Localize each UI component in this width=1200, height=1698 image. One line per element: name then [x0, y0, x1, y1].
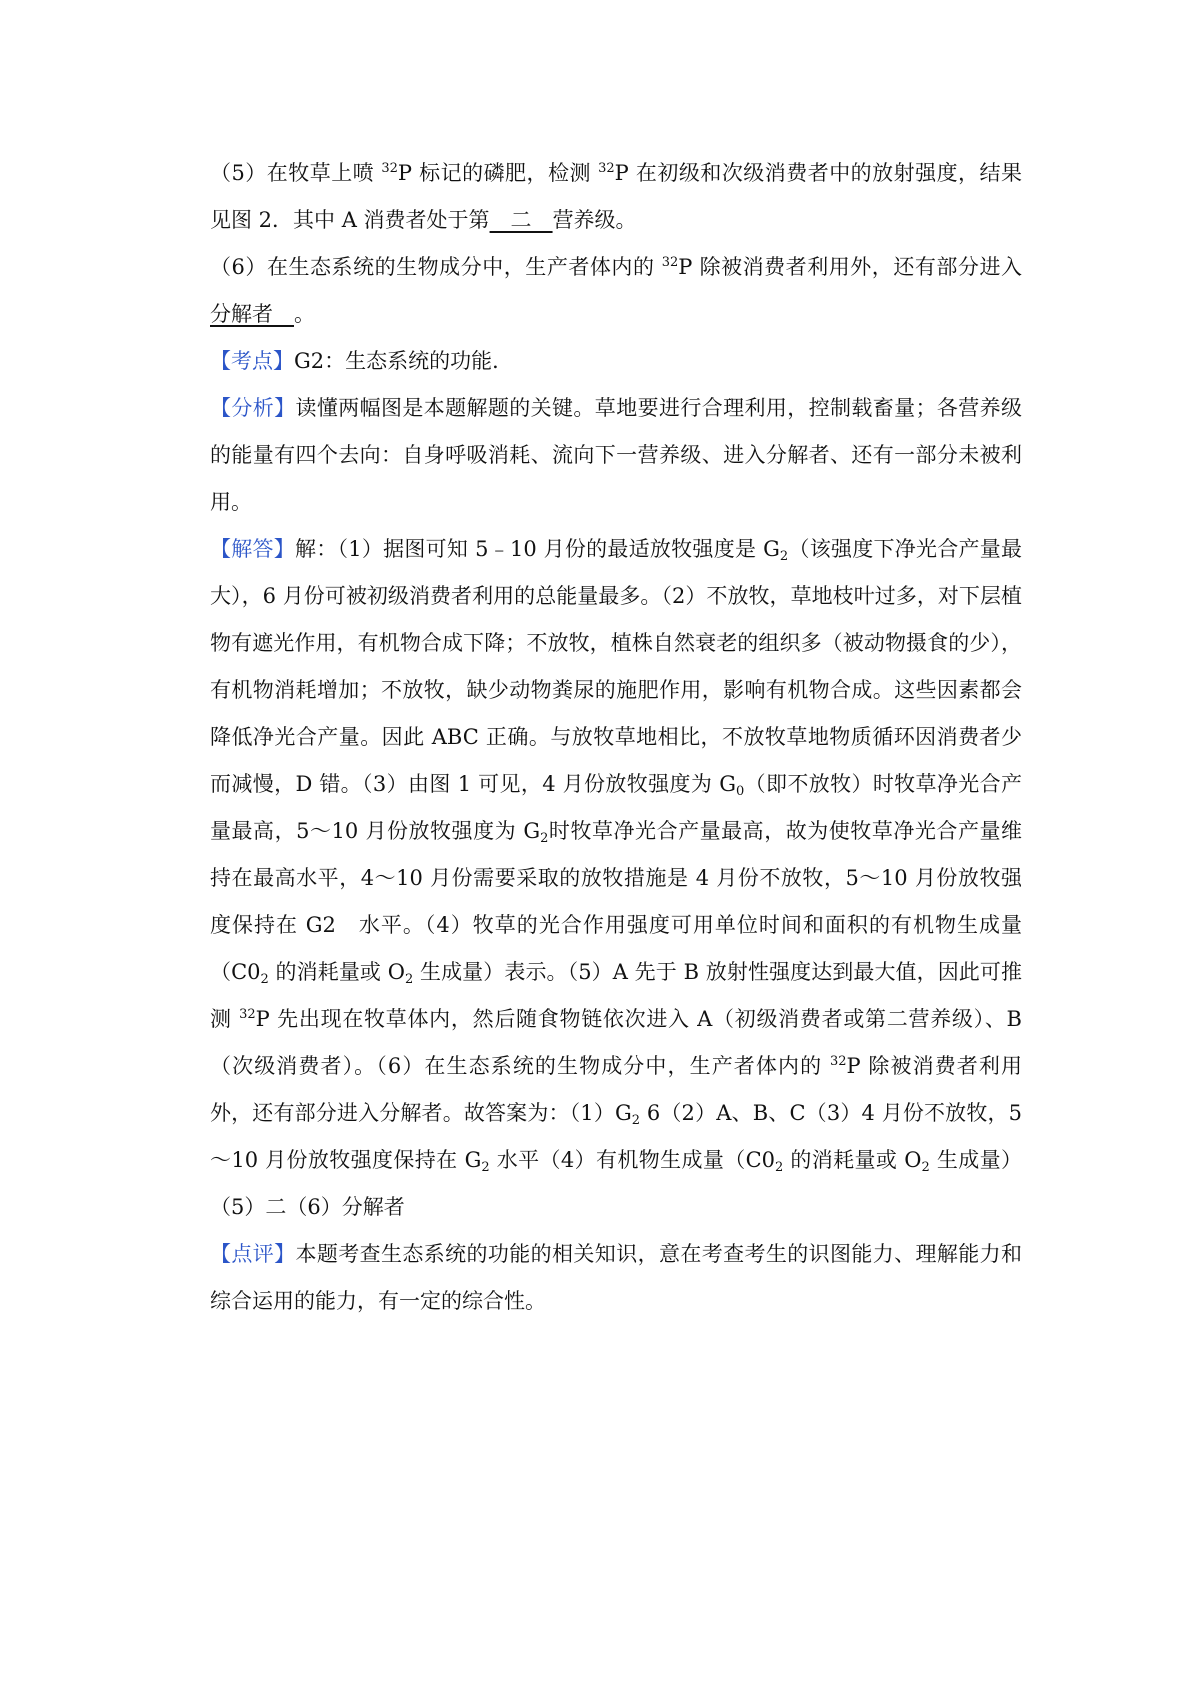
- q5-text-d: 营养级。: [552, 208, 637, 232]
- jieda-text-5: 的消耗量或 O: [268, 960, 405, 984]
- fenxi-text: 读懂两幅图是本题解题的关键。草地要进行合理利用，控制载畜量；各营养级的能量有四个去向：自身呼吸消耗、流向下一营养级、进入分解者、还有一部分未被利用。: [210, 396, 1022, 514]
- q5-text-c: P 在初级和次级消费者中的放射强度，结果见图 2．其中 A 消费者处于第: [210, 161, 1022, 232]
- q5-text-b: P 标记的磷肥，检测: [397, 161, 599, 185]
- jieda-subscript-1: 2: [779, 549, 789, 564]
- jieda-text-2: （该强度下净光合产量最大），6 月份可被初级消费者利用的总能量最多。（2）不放牧，草地枝叶过多，对下层植物有遮光作用，有机物合成下降；不放牧，植株自然衰老的组织多（被动物摄食的少），有机物消耗增加；不放牧，缺少动物粪尿的施肥作用，影响有机物合成。这些因素都会降低净光合产量。因此 ABC 正确。与放牧草地相比，不放牧草地物质循环因消费者少而减慢，D 错。（3）由图 1 可见，4 月份放牧强度为 G: [210, 537, 1023, 796]
- jieda-text-9: 6（2）A、B、C（3）4 月份不放牧，5～10 月份放牧强度保持在 G: [210, 1101, 1022, 1172]
- document-page: [210, 150, 1022, 1325]
- jieda-text-1: 解：（1）据图可知 5﹣10 月份的最适放牧强度是 G: [295, 537, 780, 561]
- jieda-text-7: P 先出现在牧草体内，然后随食物链依次进入 A（初级消费者或第二营养级）、B（次级消费者）。（6）在生态系统的生物成分中，生产者体内的: [210, 1007, 1022, 1078]
- q5-superscript-1: 32: [381, 161, 398, 176]
- jieda-text-11: 的消耗量或 O: [783, 1148, 922, 1172]
- kaodian-tag: 【考点】: [210, 349, 294, 373]
- jieda-text-8: P 除被消费者利用外，还有部分进入分解者。故答案为：（1）G: [210, 1054, 1022, 1125]
- jieda-tag: 【解答】: [210, 537, 296, 561]
- dianping-tag: 【点评】: [210, 1242, 296, 1266]
- q5-text-a: （5）在牧草上喷: [210, 161, 382, 185]
- jieda-text-10: 水平（4）有机物生成量（C0: [489, 1148, 776, 1172]
- q5-answer-blank: 二: [489, 208, 553, 232]
- jieda-subscript-8: 2: [631, 1113, 641, 1128]
- q6-text-c: 。: [294, 302, 315, 326]
- dianping-text: 本题考查生态系统的功能的相关知识，意在考查考生的识图能力、理解能力和综合运用的能力，有一定的综合性。: [210, 1242, 1022, 1313]
- jieda-text-6: 生成量）表示。（5）A 先于 B 放射性强度达到最大值，因此可推测: [210, 960, 1022, 1031]
- jieda-superscript-7: 32: [829, 1054, 847, 1069]
- fenxi-tag: 【分析】: [210, 396, 296, 420]
- jieda-text-3: （即不放牧）时牧草净光合产量最高，5～10 月份放牧强度为 G: [210, 772, 1022, 843]
- jieda-subscript-2: 0: [736, 784, 745, 799]
- q6-superscript: 32: [661, 255, 679, 270]
- jieda-subscript-11: 2: [921, 1160, 930, 1175]
- q6-text-b: P 除被消费者利用外，还有部分进入: [678, 255, 1022, 279]
- question-5: [210, 150, 1022, 244]
- jieda-superscript-6: 32: [239, 1007, 256, 1022]
- q6-text-a: （6）在生态系统的生物成分中，生产者体内的: [210, 255, 662, 279]
- jieda-subscript-10: 2: [775, 1160, 784, 1175]
- jieda-subscript-3: 2: [540, 831, 549, 846]
- q6-answer-blank: 分解者: [210, 302, 294, 326]
- jieda-section: [210, 526, 1022, 1231]
- kaodian-text: G2：生态系统的功能．: [294, 349, 514, 373]
- dianping-section: [210, 1231, 1022, 1325]
- jieda-text-4: 时牧草净光合产量最高，故为使牧草净光合产量维持在最高水平，4～10 月份需要采取的放牧措施是 4 月份不放牧，5～10 月份放牧强度保持在 G2 水平。（4）牧草的光合作用强度可用单位时间和面积的有机物生成量（C0: [210, 819, 1022, 984]
- jieda-subscript-5: 2: [404, 972, 414, 987]
- jieda-text-12: 生成量）（5）二（6）分解者: [210, 1148, 1022, 1219]
- q5-superscript-2: 32: [598, 161, 615, 176]
- jieda-subscript-4: 2: [260, 972, 269, 987]
- question-6: [210, 244, 1022, 338]
- fenxi-section: [210, 385, 1022, 526]
- kaodian-section: [210, 338, 1022, 385]
- jieda-subscript-9: 2: [481, 1160, 490, 1175]
